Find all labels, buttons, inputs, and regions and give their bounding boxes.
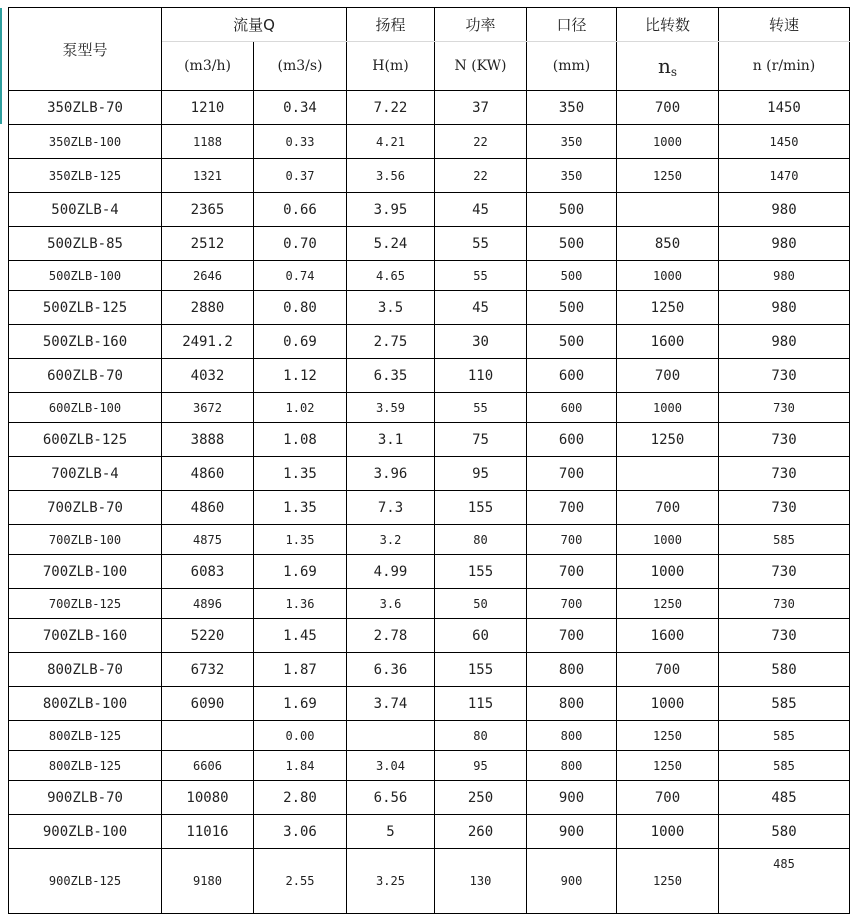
cell-head: 3.74 — [347, 687, 435, 721]
cell-speed: 980 — [719, 193, 850, 227]
cell-flow-m3s: 0.34 — [254, 91, 347, 125]
cell-flow-m3h: 1210 — [162, 91, 254, 125]
ns-subscript: s — [670, 64, 678, 79]
cell-head: 3.5 — [347, 291, 435, 325]
cell-speed: 1450 — [719, 91, 850, 125]
cell-speed: 730 — [719, 555, 850, 589]
selection-edge-mark — [0, 8, 2, 124]
cell-flow-m3s: 1.08 — [254, 423, 347, 457]
cell-head — [347, 721, 435, 751]
cell-flow-m3s: 0.74 — [254, 261, 347, 291]
cell-diameter: 700 — [527, 525, 617, 555]
cell-flow-m3s: 0.70 — [254, 227, 347, 261]
cell-diameter: 800 — [527, 653, 617, 687]
cell-specific-speed: 1000 — [617, 125, 719, 159]
cell-model: 900ZLB-70 — [9, 781, 162, 815]
cell-specific-speed: 1250 — [617, 849, 719, 914]
table-row — [9, 815, 850, 849]
cell-speed: 580 — [719, 815, 850, 849]
table-row — [9, 721, 850, 751]
cell-flow-m3h: 2512 — [162, 227, 254, 261]
cell-head: 5 — [347, 815, 435, 849]
cell-flow-m3s: 0.00 — [254, 721, 347, 751]
cell-model: 350ZLB-125 — [9, 159, 162, 193]
table-row — [9, 325, 850, 359]
cell-power: 22 — [435, 159, 527, 193]
cell-power: 60 — [435, 619, 527, 653]
cell-flow-m3h — [162, 721, 254, 751]
cell-head: 3.56 — [347, 159, 435, 193]
table-row — [9, 359, 850, 393]
table-row — [9, 291, 850, 325]
cell-speed: 485 — [719, 849, 850, 914]
cell-power: 155 — [435, 653, 527, 687]
cell-power: 22 — [435, 125, 527, 159]
cell-model: 700ZLB-70 — [9, 491, 162, 525]
table-body — [9, 91, 850, 914]
cell-flow-m3h: 1188 — [162, 125, 254, 159]
table-row — [9, 227, 850, 261]
cell-model: 500ZLB-100 — [9, 261, 162, 291]
cell-head: 6.36 — [347, 653, 435, 687]
cell-head: 3.25 — [347, 849, 435, 914]
cell-model: 900ZLB-100 — [9, 815, 162, 849]
cell-specific-speed: 1000 — [617, 525, 719, 555]
cell-model: 700ZLB-100 — [9, 555, 162, 589]
cell-model: 350ZLB-70 — [9, 91, 162, 125]
cell-flow-m3s: 1.84 — [254, 751, 347, 781]
cell-diameter: 800 — [527, 721, 617, 751]
cell-diameter: 700 — [527, 555, 617, 589]
cell-flow-m3h: 4860 — [162, 491, 254, 525]
cell-power: 155 — [435, 555, 527, 589]
header-model: 泵型号 — [9, 8, 162, 91]
cell-specific-speed: 850 — [617, 227, 719, 261]
cell-diameter: 350 — [527, 125, 617, 159]
cell-diameter: 500 — [527, 261, 617, 291]
cell-head: 6.35 — [347, 359, 435, 393]
cell-diameter: 500 — [527, 291, 617, 325]
cell-specific-speed: 700 — [617, 359, 719, 393]
cell-speed: 730 — [719, 589, 850, 619]
cell-flow-m3h: 3888 — [162, 423, 254, 457]
header-diameter-unit: (mm) — [527, 42, 617, 91]
cell-power: 110 — [435, 359, 527, 393]
cell-head: 4.99 — [347, 555, 435, 589]
cell-specific-speed: 1250 — [617, 423, 719, 457]
cell-flow-m3h: 2880 — [162, 291, 254, 325]
cell-speed: 730 — [719, 423, 850, 457]
cell-speed: 585 — [719, 751, 850, 781]
cell-power: 155 — [435, 491, 527, 525]
cell-diameter: 500 — [527, 193, 617, 227]
cell-head: 6.56 — [347, 781, 435, 815]
cell-head: 2.78 — [347, 619, 435, 653]
cell-flow-m3s: 1.12 — [254, 359, 347, 393]
cell-power: 37 — [435, 91, 527, 125]
cell-diameter: 900 — [527, 815, 617, 849]
cell-flow-m3s: 1.35 — [254, 525, 347, 555]
cell-model: 500ZLB-4 — [9, 193, 162, 227]
cell-diameter: 700 — [527, 457, 617, 491]
cell-model: 500ZLB-125 — [9, 291, 162, 325]
cell-specific-speed: 1250 — [617, 589, 719, 619]
cell-flow-m3s: 0.37 — [254, 159, 347, 193]
cell-diameter: 500 — [527, 325, 617, 359]
cell-model: 800ZLB-70 — [9, 653, 162, 687]
cell-power: 250 — [435, 781, 527, 815]
cell-power: 95 — [435, 457, 527, 491]
cell-flow-m3s: 1.36 — [254, 589, 347, 619]
cell-flow-m3h: 2491.2 — [162, 325, 254, 359]
cell-diameter: 800 — [527, 687, 617, 721]
cell-flow-m3s: 0.69 — [254, 325, 347, 359]
cell-head: 3.2 — [347, 525, 435, 555]
table-row — [9, 781, 850, 815]
header-speed: 转速 — [719, 8, 850, 42]
table-row — [9, 457, 850, 491]
cell-head: 3.6 — [347, 589, 435, 619]
cell-diameter: 600 — [527, 423, 617, 457]
cell-flow-m3s: 0.33 — [254, 125, 347, 159]
table-row — [9, 423, 850, 457]
cell-speed: 585 — [719, 687, 850, 721]
cell-diameter: 700 — [527, 589, 617, 619]
cell-power: 55 — [435, 393, 527, 423]
cell-power: 55 — [435, 261, 527, 291]
cell-model: 500ZLB-85 — [9, 227, 162, 261]
header-specific-speed: 比转数 — [617, 8, 719, 42]
pump-spec-table — [8, 7, 850, 914]
cell-model: 600ZLB-100 — [9, 393, 162, 423]
cell-flow-m3h: 5220 — [162, 619, 254, 653]
cell-diameter: 700 — [527, 619, 617, 653]
table-row — [9, 125, 850, 159]
cell-speed: 730 — [719, 491, 850, 525]
cell-speed: 730 — [719, 359, 850, 393]
cell-head: 5.24 — [347, 227, 435, 261]
cell-flow-m3s: 2.55 — [254, 849, 347, 914]
cell-power: 30 — [435, 325, 527, 359]
cell-flow-m3h: 6083 — [162, 555, 254, 589]
header-speed-unit: n (r/min) — [719, 42, 850, 91]
header-flow: 流量Q — [162, 8, 347, 42]
cell-diameter: 500 — [527, 227, 617, 261]
cell-specific-speed — [617, 193, 719, 227]
cell-speed: 730 — [719, 393, 850, 423]
cell-flow-m3s: 1.69 — [254, 555, 347, 589]
cell-speed: 980 — [719, 261, 850, 291]
table-row — [9, 261, 850, 291]
cell-specific-speed: 1000 — [617, 555, 719, 589]
cell-flow-m3s: 0.66 — [254, 193, 347, 227]
cell-flow-m3h: 9180 — [162, 849, 254, 914]
header-specific-speed-symbol — [617, 42, 719, 91]
cell-power: 115 — [435, 687, 527, 721]
cell-flow-m3h: 11016 — [162, 815, 254, 849]
cell-specific-speed: 1250 — [617, 159, 719, 193]
header-flow-unit-h: (m3/h) — [162, 42, 254, 91]
header-head: 扬程 — [347, 8, 435, 42]
header-power: 功率 — [435, 8, 527, 42]
cell-speed: 1450 — [719, 125, 850, 159]
cell-diameter: 800 — [527, 751, 617, 781]
table-row — [9, 687, 850, 721]
header-head-unit: H(m) — [347, 42, 435, 91]
cell-diameter: 350 — [527, 159, 617, 193]
cell-specific-speed: 1250 — [617, 721, 719, 751]
cell-head: 2.75 — [347, 325, 435, 359]
table-row — [9, 619, 850, 653]
ns-symbol: n — [657, 53, 671, 78]
cell-diameter: 600 — [527, 359, 617, 393]
cell-specific-speed: 700 — [617, 781, 719, 815]
header-diameter: 口径 — [527, 8, 617, 42]
cell-model: 900ZLB-125 — [9, 849, 162, 914]
table-row — [9, 159, 850, 193]
cell-specific-speed: 1250 — [617, 291, 719, 325]
cell-flow-m3h: 2646 — [162, 261, 254, 291]
cell-speed: 980 — [719, 291, 850, 325]
cell-model: 700ZLB-160 — [9, 619, 162, 653]
table-row — [9, 393, 850, 423]
cell-flow-m3h: 1321 — [162, 159, 254, 193]
cell-model: 800ZLB-100 — [9, 687, 162, 721]
cell-flow-m3s: 1.35 — [254, 491, 347, 525]
table-row — [9, 555, 850, 589]
cell-speed: 585 — [719, 525, 850, 555]
cell-power: 75 — [435, 423, 527, 457]
cell-head: 4.65 — [347, 261, 435, 291]
cell-flow-m3s: 3.06 — [254, 815, 347, 849]
cell-head: 3.95 — [347, 193, 435, 227]
cell-model: 350ZLB-100 — [9, 125, 162, 159]
header-power-unit: N (KW) — [435, 42, 527, 91]
cell-specific-speed: 1000 — [617, 687, 719, 721]
cell-speed: 980 — [719, 227, 850, 261]
cell-specific-speed: 1600 — [617, 619, 719, 653]
cell-flow-m3s: 0.80 — [254, 291, 347, 325]
cell-speed: 730 — [719, 619, 850, 653]
table-row — [9, 525, 850, 555]
cell-model: 600ZLB-125 — [9, 423, 162, 457]
cell-head: 3.96 — [347, 457, 435, 491]
table-row — [9, 653, 850, 687]
cell-specific-speed: 700 — [617, 91, 719, 125]
cell-head: 3.04 — [347, 751, 435, 781]
cell-flow-m3h: 2365 — [162, 193, 254, 227]
cell-diameter: 350 — [527, 91, 617, 125]
cell-specific-speed: 700 — [617, 653, 719, 687]
cell-speed: 980 — [719, 325, 850, 359]
table-row — [9, 91, 850, 125]
cell-diameter: 900 — [527, 781, 617, 815]
cell-flow-m3s: 1.87 — [254, 653, 347, 687]
cell-speed: 585 — [719, 721, 850, 751]
cell-flow-m3h: 3672 — [162, 393, 254, 423]
cell-diameter: 900 — [527, 849, 617, 914]
cell-specific-speed: 1600 — [617, 325, 719, 359]
cell-flow-m3h: 4896 — [162, 589, 254, 619]
cell-head: 3.59 — [347, 393, 435, 423]
table-row — [9, 491, 850, 525]
cell-model: 700ZLB-125 — [9, 589, 162, 619]
header-flow-unit-s: (m3/s) — [254, 42, 347, 91]
cell-head: 7.3 — [347, 491, 435, 525]
cell-flow-m3h: 6606 — [162, 751, 254, 781]
cell-head: 3.1 — [347, 423, 435, 457]
cell-model: 500ZLB-160 — [9, 325, 162, 359]
cell-power: 45 — [435, 291, 527, 325]
cell-power: 80 — [435, 721, 527, 751]
cell-specific-speed: 1250 — [617, 751, 719, 781]
cell-specific-speed: 1000 — [617, 393, 719, 423]
cell-speed: 485 — [719, 781, 850, 815]
cell-speed: 1470 — [719, 159, 850, 193]
cell-flow-m3h: 6732 — [162, 653, 254, 687]
cell-speed: 730 — [719, 457, 850, 491]
table-row — [9, 849, 850, 914]
cell-diameter: 600 — [527, 393, 617, 423]
cell-flow-m3s: 1.69 — [254, 687, 347, 721]
cell-flow-m3s: 2.80 — [254, 781, 347, 815]
cell-power: 130 — [435, 849, 527, 914]
cell-flow-m3s: 1.45 — [254, 619, 347, 653]
cell-power: 95 — [435, 751, 527, 781]
cell-flow-m3h: 10080 — [162, 781, 254, 815]
table-row — [9, 193, 850, 227]
cell-flow-m3h: 4032 — [162, 359, 254, 393]
cell-specific-speed: 1000 — [617, 261, 719, 291]
cell-specific-speed — [617, 457, 719, 491]
cell-head: 4.21 — [347, 125, 435, 159]
cell-flow-m3s: 1.35 — [254, 457, 347, 491]
cell-model: 800ZLB-125 — [9, 751, 162, 781]
cell-specific-speed: 700 — [617, 491, 719, 525]
cell-power: 45 — [435, 193, 527, 227]
cell-model: 700ZLB-4 — [9, 457, 162, 491]
cell-flow-m3s: 1.02 — [254, 393, 347, 423]
cell-power: 50 — [435, 589, 527, 619]
cell-flow-m3h: 4875 — [162, 525, 254, 555]
cell-specific-speed: 1000 — [617, 815, 719, 849]
cell-diameter: 700 — [527, 491, 617, 525]
cell-model: 600ZLB-70 — [9, 359, 162, 393]
cell-flow-m3h: 4860 — [162, 457, 254, 491]
table-row — [9, 751, 850, 781]
cell-model: 800ZLB-125 — [9, 721, 162, 751]
cell-flow-m3h: 6090 — [162, 687, 254, 721]
cell-power: 55 — [435, 227, 527, 261]
cell-power: 260 — [435, 815, 527, 849]
table-row — [9, 589, 850, 619]
cell-head: 7.22 — [347, 91, 435, 125]
cell-power: 80 — [435, 525, 527, 555]
cell-speed: 580 — [719, 653, 850, 687]
cell-model: 700ZLB-100 — [9, 525, 162, 555]
